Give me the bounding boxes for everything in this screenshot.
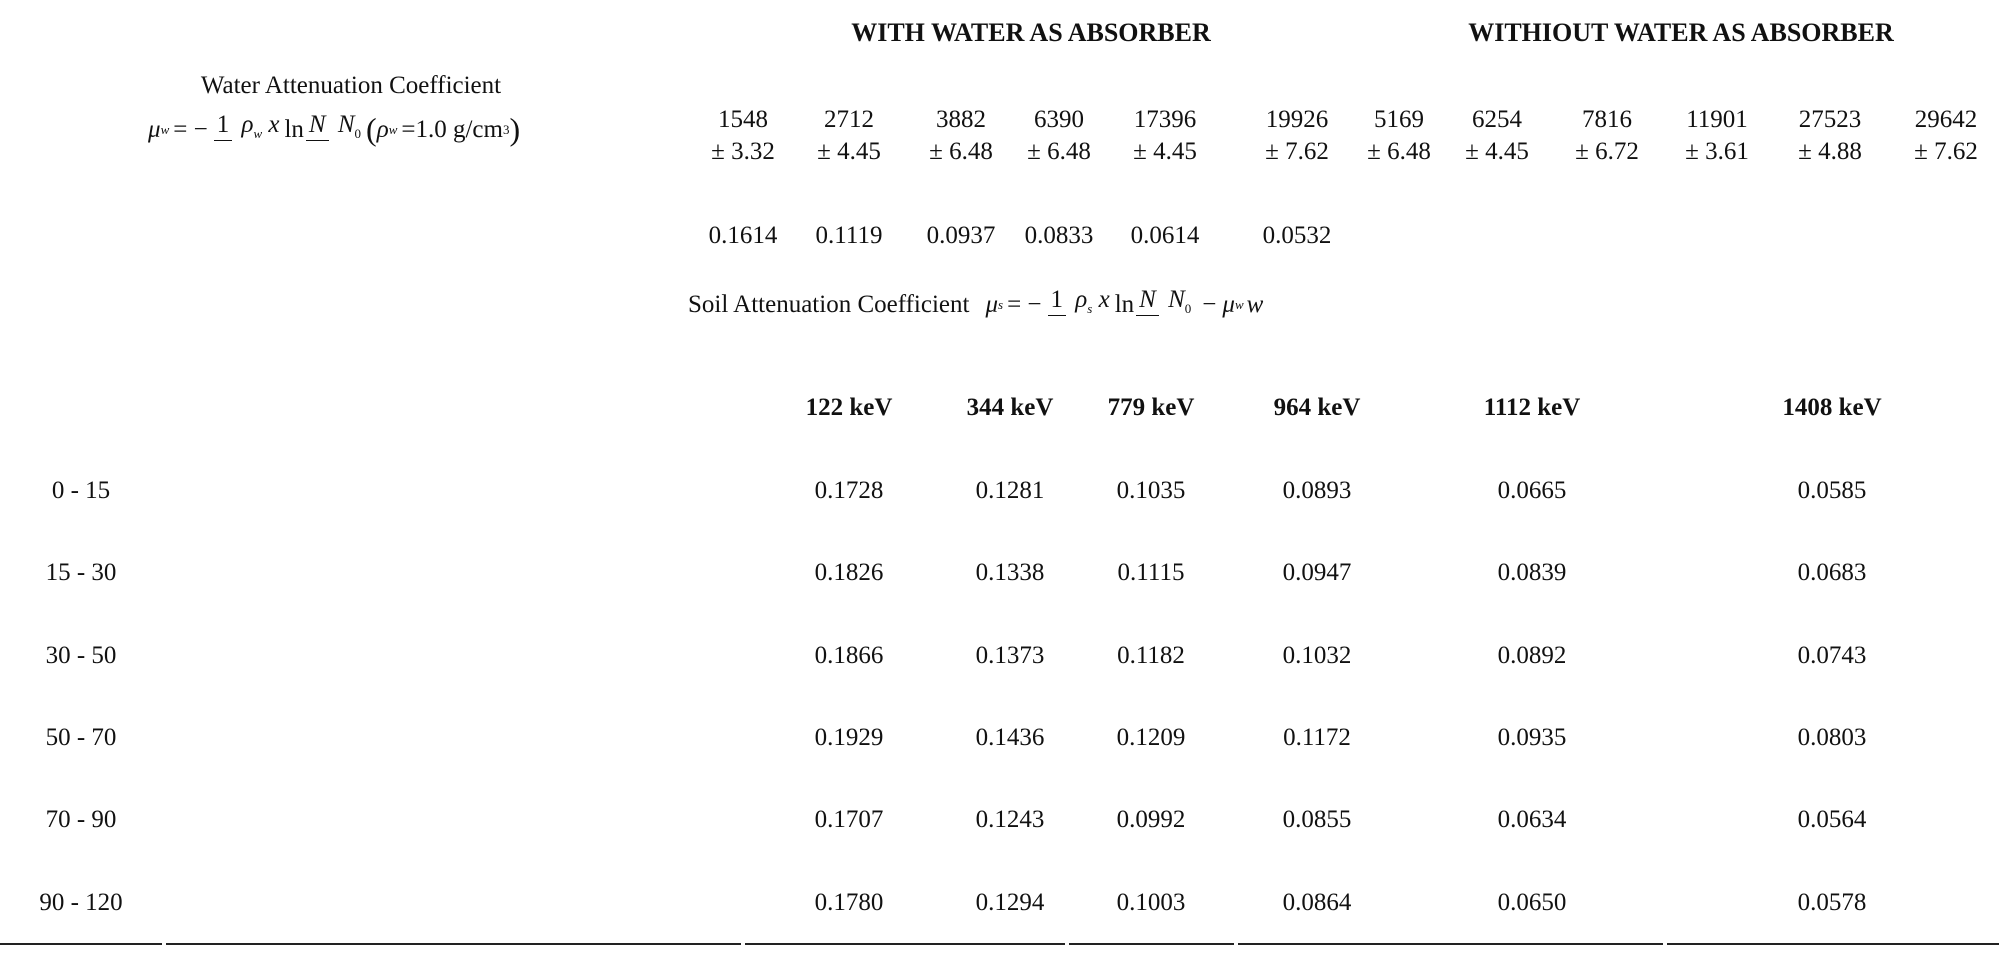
without-count-3: 7816 ± 6.72 bbox=[1575, 106, 1639, 165]
without-count-1: 5169 ± 6.48 bbox=[1367, 106, 1431, 165]
cell: 0.0839 bbox=[1497, 559, 1567, 586]
cell: 0.1294 bbox=[975, 889, 1045, 916]
cell: 0.1243 bbox=[975, 806, 1045, 833]
cell: 0.1373 bbox=[975, 642, 1045, 669]
cell: 0.0743 bbox=[1797, 642, 1867, 669]
without-count-5: 27523 ± 4.88 bbox=[1798, 106, 1862, 165]
water-coef-5: 0.0614 bbox=[1130, 222, 1200, 249]
soil-formula: Soil Attenuation Coefficient μ s = − 1 $\rho_s$ x ln N $N_0$ − μ w w bbox=[688, 286, 1264, 318]
row-depth: 50 - 70 bbox=[45, 724, 117, 751]
water-coef-3: 0.0937 bbox=[926, 222, 996, 249]
cell: 0.1281 bbox=[975, 477, 1045, 504]
energy-header-1: 122 keV bbox=[805, 394, 893, 421]
cell: 0.0947 bbox=[1282, 559, 1352, 586]
energy-header-4: 964 keV bbox=[1273, 394, 1361, 421]
table-bottom-rule bbox=[0, 943, 162, 945]
cell: 0.1728 bbox=[814, 477, 884, 504]
cell: 0.0992 bbox=[1116, 806, 1186, 833]
with-count-3: 3882 ± 6.48 bbox=[929, 106, 993, 165]
cell: 0.1032 bbox=[1282, 642, 1352, 669]
row-depth: 0 - 15 bbox=[51, 477, 111, 504]
without-water-header: WITHIOUT WATER AS ABSORBER bbox=[1468, 18, 1894, 47]
with-count-2: 2712 ± 4.45 bbox=[817, 106, 881, 165]
cell: 0.0578 bbox=[1797, 889, 1867, 916]
soil-formula-title: Soil Attenuation Coefficient bbox=[688, 290, 970, 318]
cell: 0.0855 bbox=[1282, 806, 1352, 833]
row-depth: 70 - 90 bbox=[45, 806, 117, 833]
cell: 0.0803 bbox=[1797, 724, 1867, 751]
energy-header-5: 1112 keV bbox=[1483, 394, 1581, 421]
without-count-6: 29642 ± 7.62 bbox=[1914, 106, 1978, 165]
water-formula: μ w = − 1 $\rho_w$ x ln N $N_0$ ( ρ w =1.0 g/cm 3 ) bbox=[148, 111, 521, 147]
cell: 0.1436 bbox=[975, 724, 1045, 751]
cell: 0.0893 bbox=[1282, 477, 1352, 504]
cell: 0.1780 bbox=[814, 889, 884, 916]
with-count-4: 6390 ± 6.48 bbox=[1027, 106, 1091, 165]
row-depth: 30 - 50 bbox=[45, 642, 117, 669]
water-coef-6: 0.0532 bbox=[1262, 222, 1332, 249]
cell: 0.1209 bbox=[1116, 724, 1186, 751]
table-bottom-rule bbox=[1667, 943, 1999, 945]
cell: 0.1035 bbox=[1116, 477, 1186, 504]
cell: 0.0683 bbox=[1797, 559, 1867, 586]
cell: 0.1707 bbox=[814, 806, 884, 833]
cell: 0.1172 bbox=[1283, 724, 1351, 751]
table-bottom-rule bbox=[1069, 943, 1234, 945]
water-formula-title: Water Attenuation Coefficient bbox=[200, 72, 502, 99]
with-count-6: 19926 ± 7.62 bbox=[1265, 106, 1329, 165]
without-count-2: 6254 ± 4.45 bbox=[1465, 106, 1529, 165]
cell: 0.0564 bbox=[1797, 806, 1867, 833]
water-coef-4: 0.0833 bbox=[1024, 222, 1094, 249]
cell: 0.0864 bbox=[1282, 889, 1352, 916]
cell: 0.0650 bbox=[1497, 889, 1567, 916]
cell: 0.1182 bbox=[1117, 642, 1185, 669]
water-coef-2: 0.1119 bbox=[815, 222, 883, 249]
without-count-4: 11901 ± 3.61 bbox=[1685, 106, 1749, 165]
cell: 0.1826 bbox=[814, 559, 884, 586]
cell: 0.0665 bbox=[1497, 477, 1567, 504]
cell: 0.1115 bbox=[1117, 559, 1185, 586]
table-bottom-rule bbox=[1238, 943, 1663, 945]
energy-header-3: 779 keV bbox=[1107, 394, 1195, 421]
row-depth: 15 - 30 bbox=[45, 559, 117, 586]
cell: 0.1929 bbox=[814, 724, 884, 751]
energy-header-2: 344 keV bbox=[966, 394, 1054, 421]
with-count-5: 17396 ± 4.45 bbox=[1133, 106, 1197, 165]
with-water-header: WITH WATER AS ABSORBER bbox=[851, 18, 1211, 47]
cell: 0.0634 bbox=[1497, 806, 1567, 833]
energy-header-6: 1408 keV bbox=[1782, 394, 1882, 421]
cell: 0.1003 bbox=[1116, 889, 1186, 916]
with-count-1: 1548 ± 3.32 bbox=[711, 106, 775, 165]
cell: 0.0585 bbox=[1797, 477, 1867, 504]
cell: 0.0935 bbox=[1497, 724, 1567, 751]
cell: 0.1866 bbox=[814, 642, 884, 669]
table-bottom-rule bbox=[166, 943, 741, 945]
water-coef-1: 0.1614 bbox=[708, 222, 778, 249]
cell: 0.0892 bbox=[1497, 642, 1567, 669]
cell: 0.1338 bbox=[975, 559, 1045, 586]
table-bottom-rule bbox=[745, 943, 1065, 945]
row-depth: 90 - 120 bbox=[39, 889, 123, 916]
